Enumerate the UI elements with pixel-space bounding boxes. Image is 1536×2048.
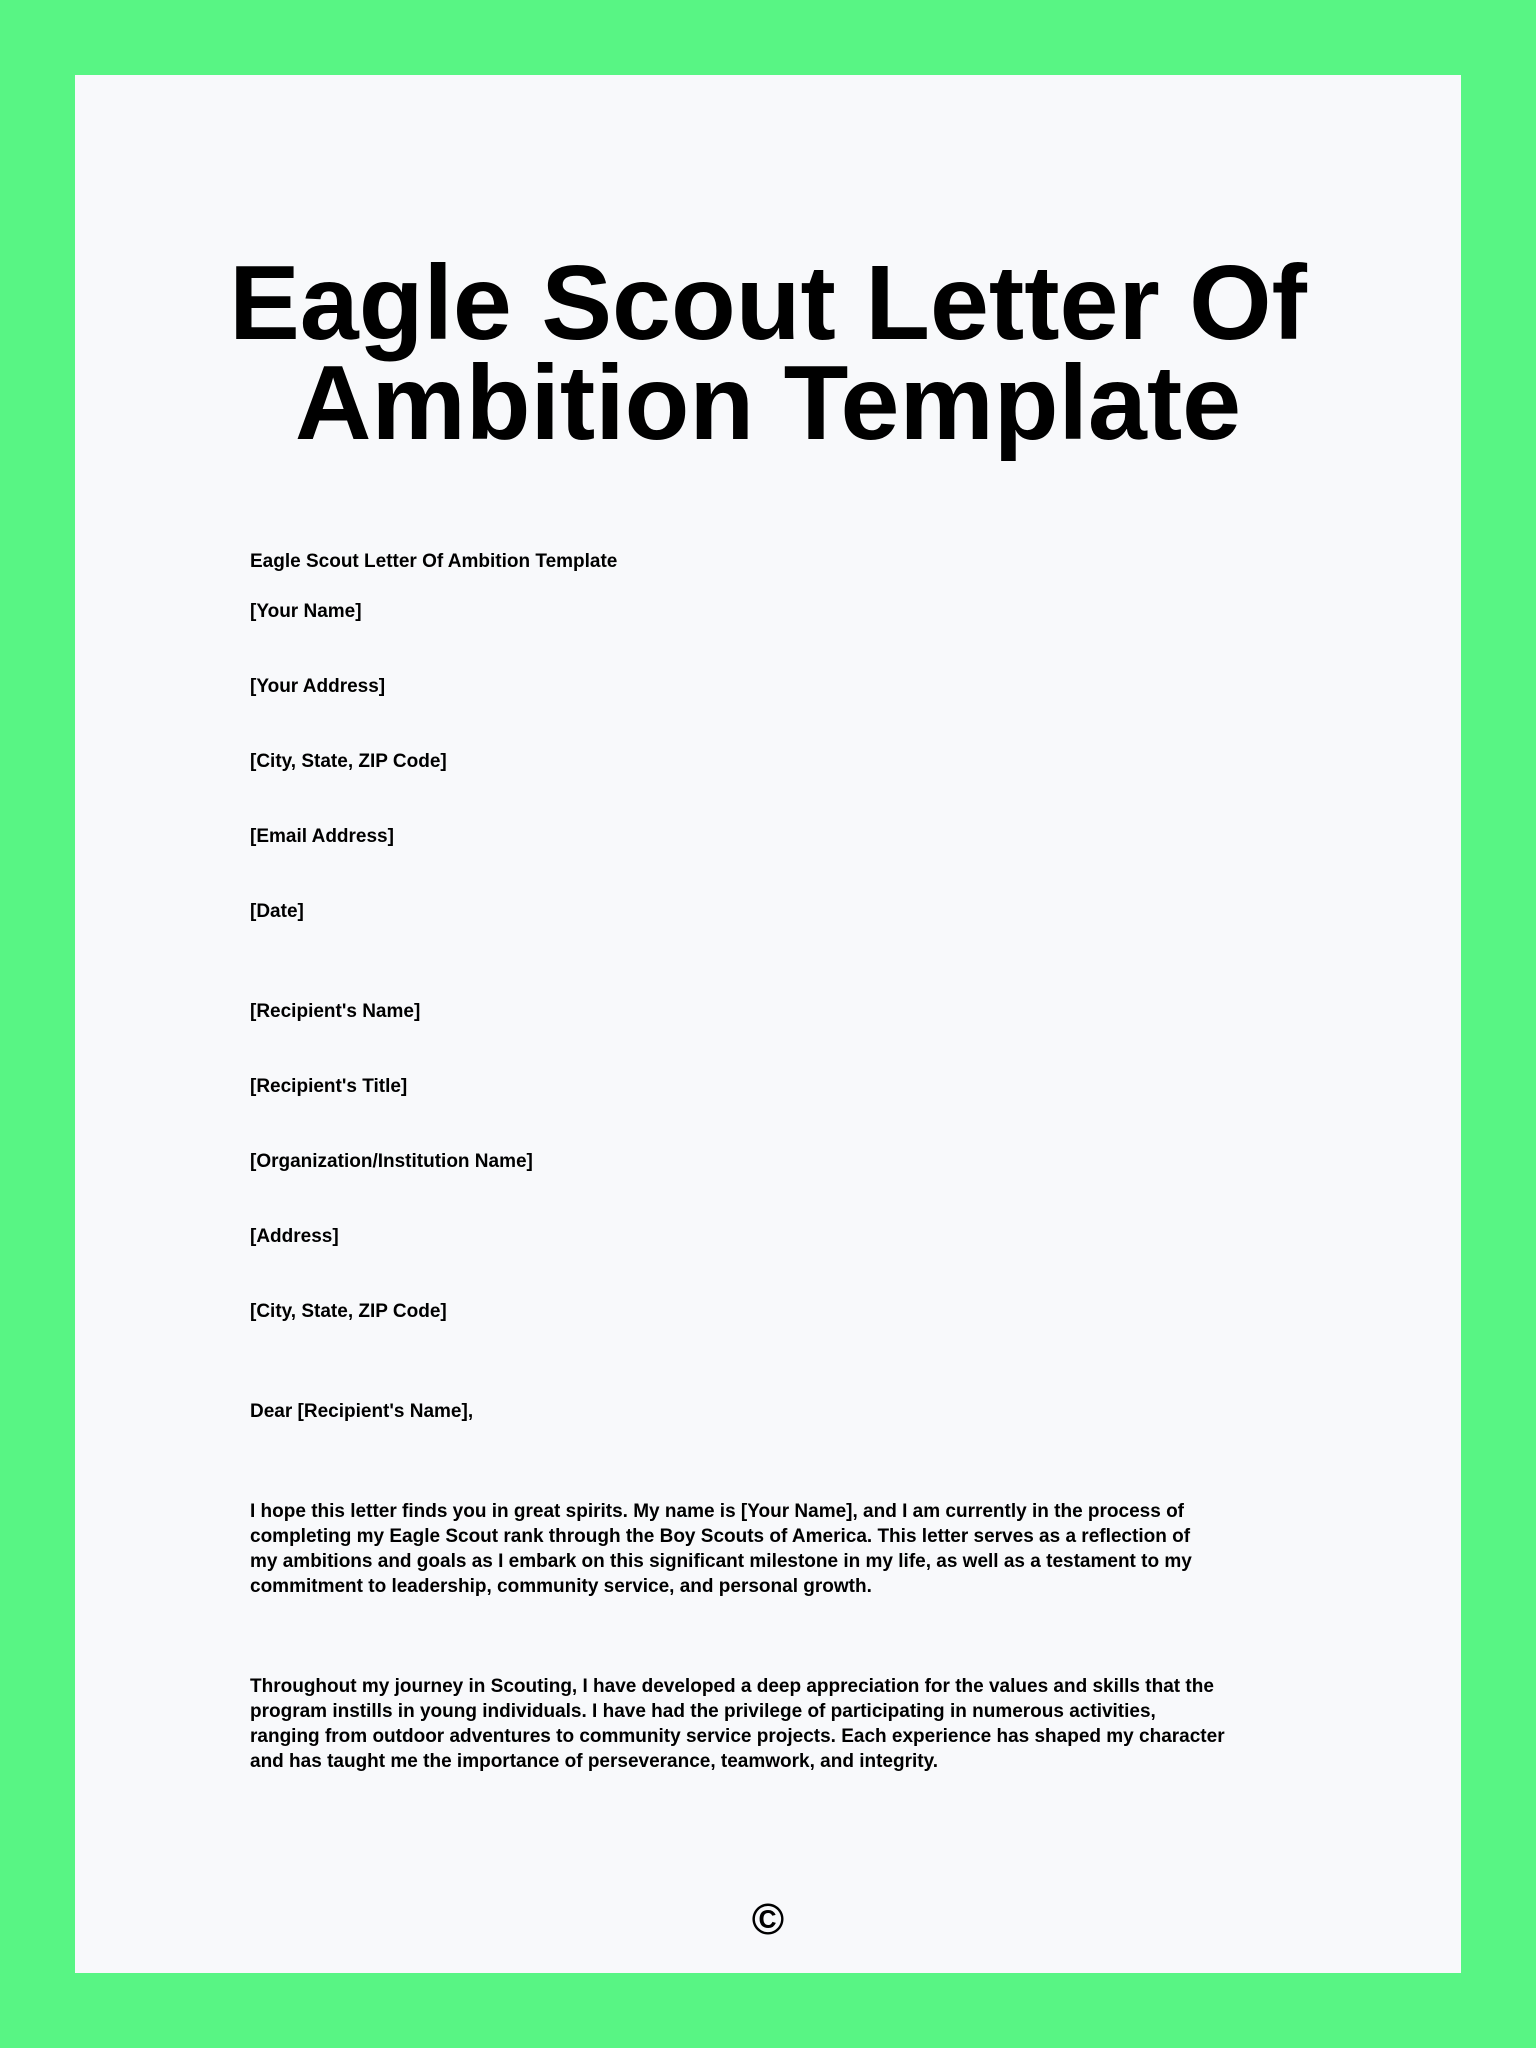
document-page xyxy=(75,75,1461,1973)
sender-email: [Email Address] xyxy=(250,826,394,847)
paragraph-line: ranging from outdoor adventures to community service projects. Each experience has shaped my character xyxy=(250,1726,1225,1747)
recipient-address: [Address] xyxy=(250,1226,339,1247)
paragraph-line: program instills in young individuals. I have had the privilege of participating in numerous activities, xyxy=(250,1701,1156,1722)
sender-name: [Your Name] xyxy=(250,601,362,622)
sender-address: [Your Address] xyxy=(250,676,386,697)
paragraph-line: commitment to leadership, community service, and personal growth. xyxy=(250,1576,872,1597)
copyright-icon: © xyxy=(751,1895,785,1944)
document-title-line-2: Ambition Template xyxy=(294,344,1242,462)
document-title-line-1: Eagle Scout Letter Of xyxy=(229,244,1307,362)
paragraph-line: and has taught me the importance of perseverance, teamwork, and integrity. xyxy=(250,1751,939,1772)
paragraph-line: my ambitions and goals as I embark on this significant milestone in my life, as well as a testament to my xyxy=(250,1551,1192,1572)
sender-city-state-zip: [City, State, ZIP Code] xyxy=(250,751,447,772)
paragraph-line: Throughout my journey in Scouting, I have developed a deep appreciation for the values and skills that the xyxy=(250,1676,1214,1697)
letter-subtitle: Eagle Scout Letter Of Ambition Template xyxy=(250,551,618,572)
recipient-name: [Recipient's Name] xyxy=(250,1001,421,1022)
letter-date: [Date] xyxy=(250,901,304,922)
document-title xyxy=(75,244,1461,462)
salutation: Dear [Recipient's Name], xyxy=(250,1401,474,1422)
body-paragraph-1 xyxy=(250,1499,1290,1599)
paragraph-line: completing my Eagle Scout rank through the Boy Scouts of America. This letter serves as a reflection of xyxy=(250,1526,1191,1547)
recipient-city-state-zip: [City, State, ZIP Code] xyxy=(250,1301,447,1322)
paragraph-line: I hope this letter finds you in great spirits. My name is [Your Name], and I am currently in the process of xyxy=(250,1501,1185,1522)
body-paragraph-2 xyxy=(250,1674,1290,1774)
recipient-organization: [Organization/Institution Name] xyxy=(250,1151,533,1172)
recipient-title: [Recipient's Title] xyxy=(250,1076,408,1097)
